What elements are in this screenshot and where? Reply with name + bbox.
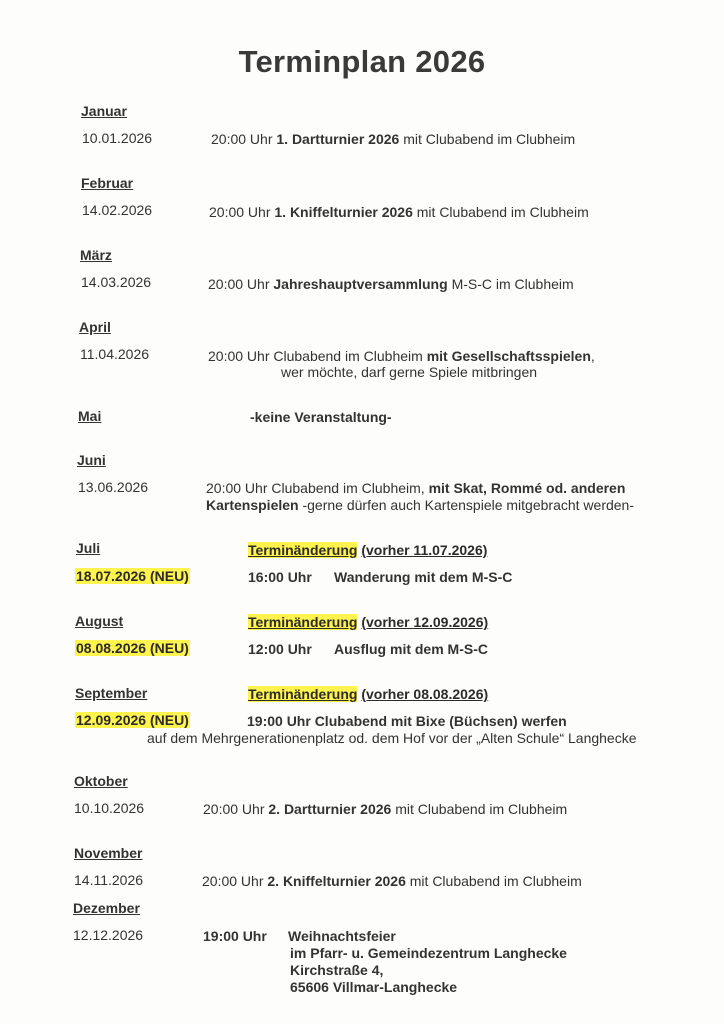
date-september: 12.09.2026 (NEU) (76, 712, 189, 728)
event-time: 20:00 Uhr (208, 276, 270, 292)
event-detail: mit Clubabend im Clubheim (416, 204, 589, 220)
month-januar: Januar (81, 103, 127, 119)
event-dezember-line2: im Pfarr- u. Gemeindezentrum Langhecke (290, 945, 567, 961)
event-maerz (208, 276, 574, 292)
event-title: mit Skat, Rommé od. anderen (428, 480, 626, 496)
date-august: 08.08.2026 (NEU) (76, 640, 189, 656)
event-detail: mit Clubabend im Clubheim (409, 873, 582, 889)
change-label: Terminänderung (248, 542, 358, 558)
event-detail: mit Clubabend im Clubheim (403, 131, 576, 147)
event-dezember-line4: 65606 Villmar-Langhecke (290, 979, 458, 995)
event-april (208, 348, 595, 364)
event-mai: -keine Veranstaltung- (250, 409, 392, 425)
month-august: August (75, 613, 124, 629)
event-februar (209, 204, 589, 220)
event-august: Ausflug mit dem M-S-C (334, 641, 488, 657)
event-oktober (203, 801, 567, 817)
date-juni: 13.06.2026 (78, 479, 149, 495)
event-title: 2. Kniffelturnier 2026 (267, 873, 406, 889)
time-august: 12:00 Uhr (248, 641, 312, 657)
month-oktober: Oktober (74, 773, 128, 789)
event-september-line2: auf dem Mehrgenerationenplatz od. dem Hof vor der „Alten Schule“ Langhecke (147, 730, 637, 746)
month-maerz: März (80, 247, 112, 263)
event-title-cont: Kartenspielen (206, 497, 299, 513)
time-juli: 16:00 Uhr (248, 569, 312, 585)
event-september: 19:00 Uhr Clubabend mit Bixe (Büchsen) werfen (247, 713, 567, 729)
change-note: (vorher 12.09.2026) (361, 614, 489, 630)
time-dezember: 19:00 Uhr (203, 928, 267, 944)
month-februar: Februar (81, 175, 134, 191)
month-mai: Mai (78, 408, 102, 424)
event-detail: mit Clubabend im Clubheim (395, 801, 568, 817)
date-januar: 10.01.2026 (82, 130, 153, 146)
event-time: 20:00 Uhr (203, 801, 265, 817)
event-title: Jahreshauptversammlung (273, 276, 448, 292)
date-november: 14.11.2026 (74, 872, 144, 888)
month-september: September (75, 685, 148, 701)
event-comma: , (590, 348, 595, 364)
event-juni-line2 (206, 497, 634, 513)
change-august (248, 614, 488, 630)
event-detail: M-S-C im Clubheim (451, 276, 574, 292)
page-title: Terminplan 2026 (238, 44, 486, 79)
event-juli: Wanderung mit dem M-S-C (334, 569, 513, 585)
event-title: mit Gesellschaftsspielen (426, 348, 591, 364)
month-juli: Juli (76, 540, 101, 556)
change-juli (248, 542, 487, 558)
date-februar: 14.02.2026 (82, 202, 153, 218)
event-title: 1. Dartturnier 2026 (276, 131, 400, 147)
change-note: (vorher 11.07.2026) (361, 542, 488, 558)
event-april-line2: wer möchte, darf gerne Spiele mitbringen (281, 364, 538, 380)
event-time: 20:00 Uhr (202, 873, 264, 889)
event-dezember: Weihnachtsfeier (288, 928, 396, 944)
date-maerz: 14.03.2026 (81, 274, 152, 290)
event-dezember-line3: Kirchstraße 4, (290, 962, 384, 978)
month-april: April (79, 319, 111, 335)
event-januar (211, 131, 575, 147)
event-time: 20:00 Uhr Clubabend im Clubheim, (206, 480, 425, 496)
month-juni: Juni (77, 452, 106, 468)
event-time: 20:00 Uhr (209, 204, 271, 220)
event-time: 20:00 Uhr (211, 131, 273, 147)
month-november: November (74, 845, 143, 861)
change-september (248, 686, 488, 702)
event-time: 20:00 Uhr Clubabend im Clubheim (208, 348, 423, 364)
date-april: 11.04.2026 (80, 346, 150, 362)
event-title: 1. Kniffelturnier 2026 (274, 204, 413, 220)
event-title: 2. Dartturnier 2026 (268, 801, 392, 817)
date-oktober: 10.10.2026 (74, 800, 145, 816)
date-dezember: 12.12.2026 (73, 927, 144, 943)
event-juni (206, 480, 625, 496)
change-label: Terminänderung (248, 686, 358, 702)
event-november (202, 873, 582, 889)
change-note: (vorher 08.08.2026) (361, 686, 489, 702)
month-dezember: Dezember (73, 900, 140, 916)
change-label: Terminänderung (248, 614, 358, 630)
event-detail: -gerne dürfen auch Kartenspiele mitgebracht werden- (302, 497, 635, 513)
date-juli: 18.07.2026 (NEU) (76, 568, 189, 584)
